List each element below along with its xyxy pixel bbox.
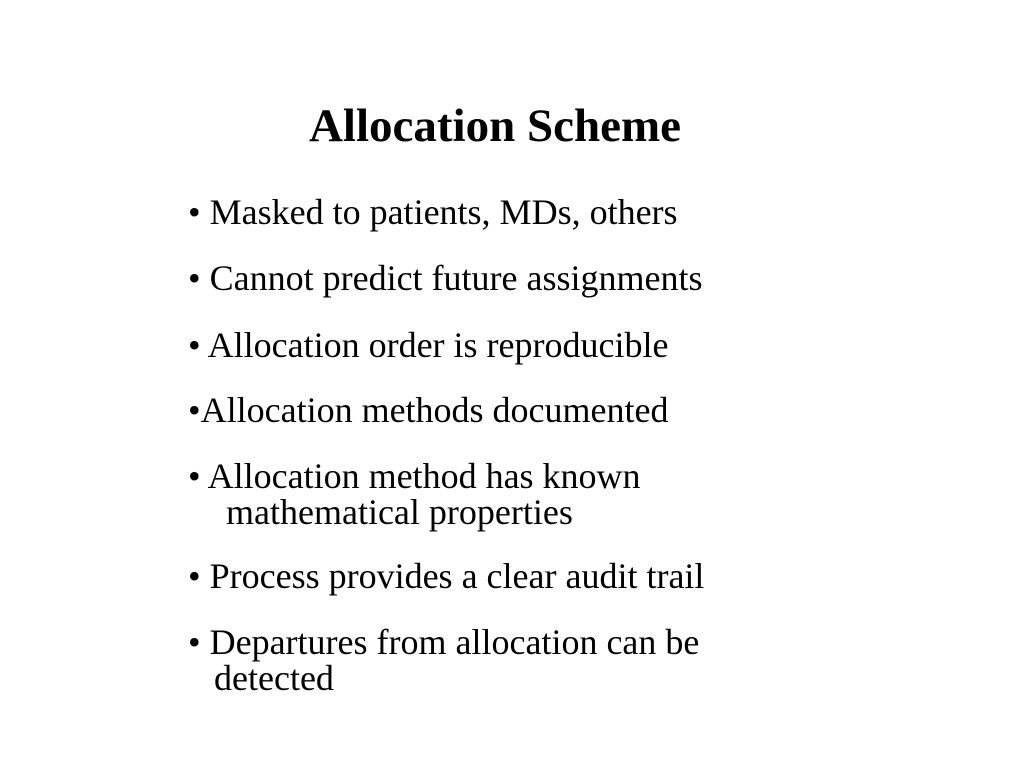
bullet-item <box>188 258 703 298</box>
bullet-text: • Masked to patients, MDs, others <box>188 192 678 232</box>
bullet-text: • Cannot predict future assignments <box>188 258 703 298</box>
bullet-text: • Allocation method has known <box>188 456 641 496</box>
bullet-text: • Departures from allocation can be <box>188 622 700 662</box>
bullet-text: •Allocation methods documented <box>188 390 669 430</box>
bullet-text: • Process provides a clear audit trail <box>188 556 705 596</box>
bullet-item <box>188 192 678 232</box>
bullet-item <box>188 325 668 365</box>
bullet-continuation: mathematical properties <box>226 492 573 532</box>
bullet-item <box>188 556 704 596</box>
bullet-item <box>188 456 641 532</box>
bullet-text: • Allocation order is reproducible <box>188 325 669 365</box>
bullet-continuation: detected <box>214 658 334 698</box>
bullet-item <box>188 622 699 698</box>
bullet-item <box>188 390 669 430</box>
slide-title: Allocation Scheme <box>308 100 682 152</box>
